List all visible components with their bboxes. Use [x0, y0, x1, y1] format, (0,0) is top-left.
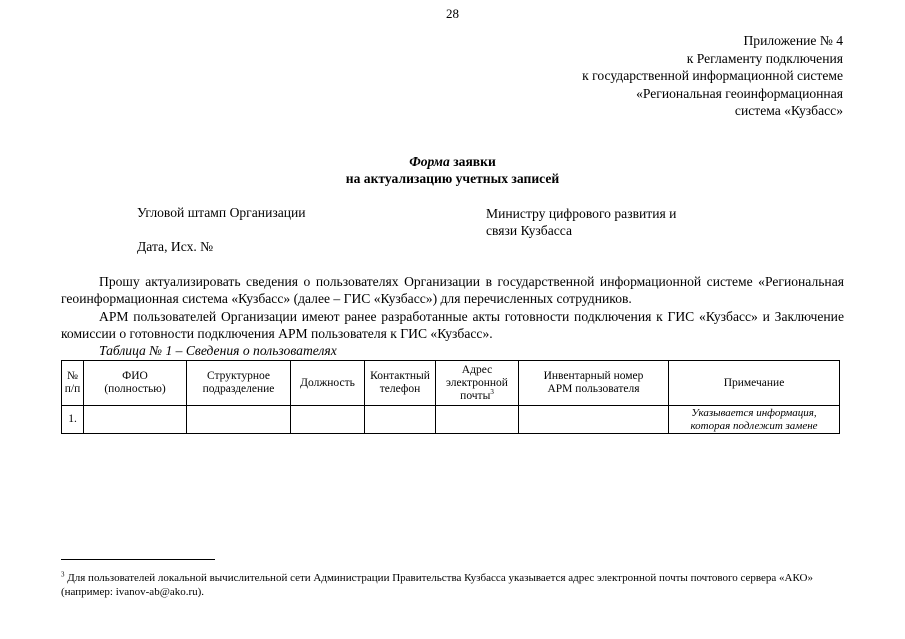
cell-fio[interactable] — [84, 406, 187, 434]
date-ref-label: Дата, Исх. № — [137, 239, 214, 254]
request-paragraph: Прошу актуализировать сведения о пользователях Организации в государственной информационной системе «Региональная геоинформационная система «Кузбасс» (далее – ГИС «Кузбасс») для перечисленных сотрудников. — [61, 274, 844, 306]
users-table — [61, 360, 840, 434]
header-num: № п/п — [62, 361, 84, 406]
footnote-separator — [61, 559, 215, 560]
cell-department[interactable] — [187, 406, 291, 434]
cell-email[interactable] — [436, 406, 519, 434]
page-number: 28 — [446, 6, 459, 21]
addressee-line: Министру цифрового развития и — [486, 206, 677, 221]
footnote-text: Для пользователей локальной вычислительной сети Администрации Правительства Кузбасса указывается адрес электронной почты почтового сервера «АКО» (например: ivanov-ab@ako.ru). — [61, 572, 813, 598]
appendix-line: система «Кузбасс» — [734, 103, 843, 118]
cell-note[interactable]: Указывается информация, которая подлежит замене — [669, 406, 840, 434]
footnote-mark: 3 — [61, 570, 65, 579]
table-caption: Таблица № 1 – Сведения о пользователях — [99, 343, 337, 358]
header-fio: ФИО (полностью) — [84, 361, 187, 406]
footnote — [61, 571, 844, 599]
cell-position[interactable] — [291, 406, 365, 434]
form-title-rest: заявки — [453, 154, 496, 169]
corner-stamp-label: Угловой штамп Организации — [137, 205, 306, 220]
form-subtitle: на актуализацию учетных записей — [345, 171, 560, 186]
form-title — [0, 153, 905, 187]
table-header-row — [62, 361, 840, 406]
header-phone: Контактный телефон — [365, 361, 436, 406]
appendix-header — [582, 32, 843, 120]
appendix-line: к государственной информационной системе — [582, 68, 843, 83]
header-position: Должность — [291, 361, 365, 406]
header-department: Структурное подразделение — [187, 361, 291, 406]
form-title-italic: Форма — [409, 154, 450, 169]
header-email: Адрес электронной почты$^3$ — [436, 361, 519, 406]
arm-paragraph: АРМ пользователей Организации имеют ранее разработанные акты готовности подключения к ГИС «Кузбасс» и Заключение комиссии о готовности подключения АРМ пользователя к ГИС «Кузбасс». — [61, 309, 844, 341]
cell-num[interactable]: 1. — [62, 406, 84, 434]
appendix-line: Приложение № 4 — [743, 33, 843, 48]
addressee-line: связи Кузбасса — [486, 223, 572, 238]
header-inventory: Инвентарный номер АРМ пользователя — [519, 361, 669, 406]
table-row — [62, 406, 840, 434]
footnote-ref: 3 — [490, 387, 494, 396]
appendix-line: «Региональная геоинформационная — [636, 85, 843, 101]
cell-phone[interactable] — [365, 406, 436, 434]
cell-inventory[interactable] — [519, 406, 669, 434]
header-note: Примечание — [669, 361, 840, 406]
appendix-line: к Регламенту подключения — [686, 50, 843, 66]
addressee — [486, 205, 676, 239]
